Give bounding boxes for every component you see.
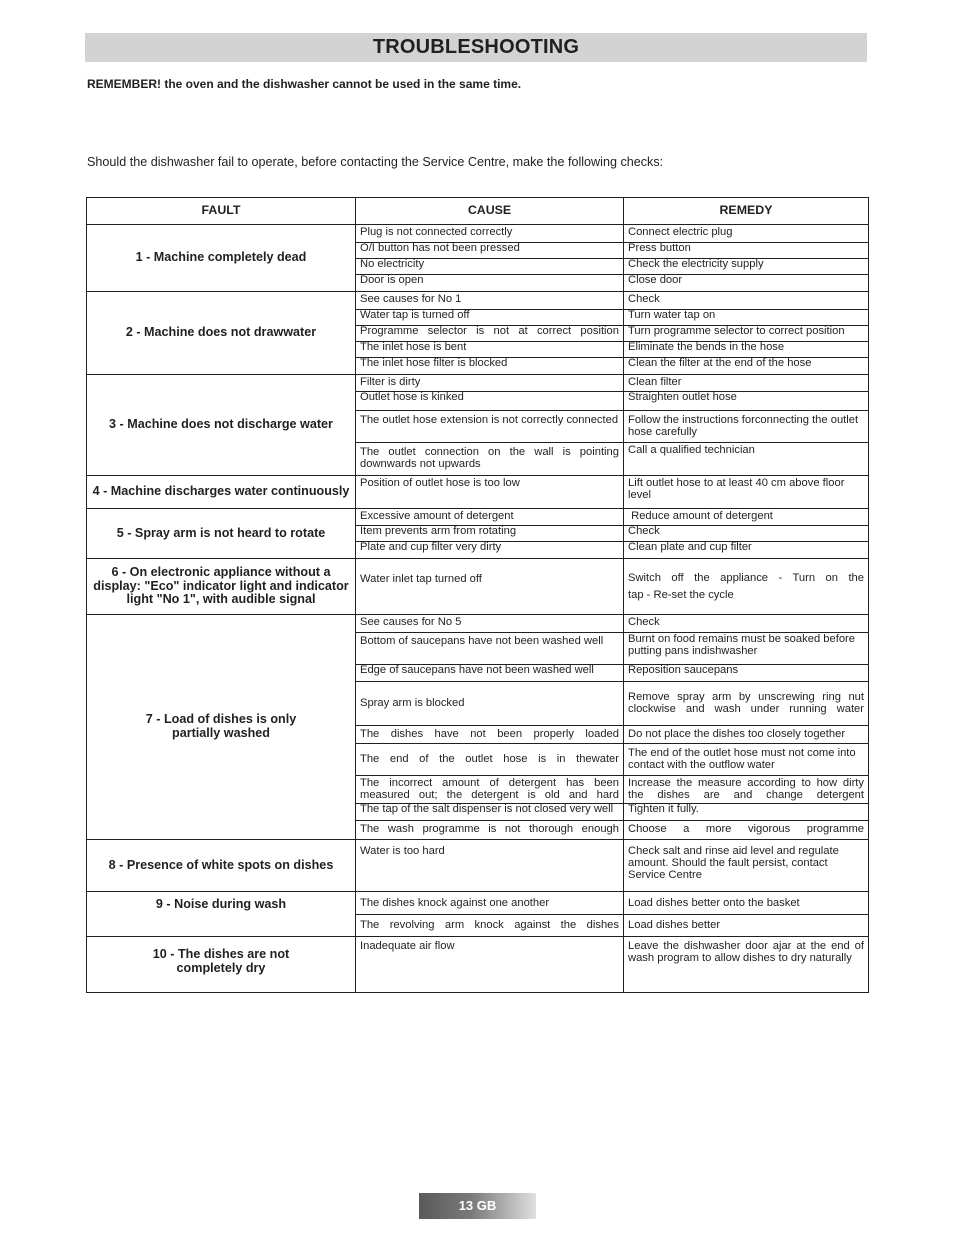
table-row [87,476,869,509]
remedy-text: Leave the dishwasher door ajar at the end of wash program to allow dishes to dry naturally [628,940,864,964]
cause-cell: Water inlet tap turned off [356,559,624,615]
cause-cell: See causes for No 1 [356,292,624,310]
cause-cell: Water tap is turned off [356,310,624,326]
remedy-cell: Check salt and rinse aid level and regulate amount. Should the fault persist, contact Service Centre [624,840,869,892]
remedy-cell: Call a qualified technician [624,443,869,476]
cause-cell: The tap of the salt dispenser is not closed very well [356,804,624,821]
table-row [87,615,869,633]
cause-cell: Programme selector is not at correct position [356,326,624,342]
table-row [87,559,869,615]
fault-cell: 8 - Presence of white spots on dishes [87,840,356,892]
remedy-line-1: Switch off the appliance - Turn on the [628,572,864,585]
cause-cell: No electricity [356,259,624,275]
cause-cell: The wash programme is not thorough enough [356,821,624,840]
table-header-row [87,198,869,225]
remedy-cell [624,937,869,993]
fault-cell [87,892,356,937]
page-title: TROUBLESHOOTING [372,36,580,58]
fault-cell: 6 - On electronic appliance without a display: "Eco" indicator light and indicator light "No 1", with audible signal [87,559,356,615]
cause-cell: Plug is not connected correctly [356,225,624,243]
cause-cell: Spray arm is blocked [356,682,624,726]
remedy-cell: Do not place the dishes too closely together [624,726,869,744]
table-row [87,937,869,993]
remedy-text: Remove spray arm by unscrewing ring nut clockwise and wash under running water [628,690,864,715]
fault-text: 10 - The dishes are not completely dry [152,947,290,975]
intro-text: Should the dishwasher fail to operate, before contacting the Service Centre, make the following checks: [87,155,664,169]
remedy-cell: Burnt on food remains must be soaked before putting pans indishwasher [624,633,869,665]
cause-cell: Inadequate air flow [356,937,624,993]
table-row [87,509,869,526]
header-cause: CAUSE [356,198,624,225]
cause-cell: The dishes have not been properly loaded [356,726,624,744]
remedy-cell: The end of the outlet hose must not come into contact with the outflow water [624,744,869,776]
troubleshooting-table [86,197,869,993]
remedy-cell: Turn programme selector to correct position [624,326,869,342]
remedy-cell: Choose a more vigorous programme [624,821,869,840]
page-number: 13 GB [419,1193,536,1219]
cause-cell: Water is too hard [356,840,624,892]
remedy-cell: Load dishes better [624,915,869,937]
remedy-cell [624,682,869,726]
remedy-cell: Clean plate and cup filter [624,542,869,559]
cause-cell: The outlet hose extension is not correctly connected [356,411,624,443]
remedy-cell: Reposition saucepans [624,665,869,682]
table-row [87,225,869,243]
fault-cell [87,937,356,993]
remedy-cell: Check [624,292,869,310]
cause-text: The outlet connection on the wall is pointing downwards not upwards [360,446,619,470]
remedy-cell: Check [624,526,869,542]
cause-cell: The end of the outlet hose is in thewater [356,744,624,776]
table-row [87,892,869,915]
cause-cell: O/I button has not been pressed [356,243,624,259]
remedy-cell: Turn water tap on [624,310,869,326]
header-fault: FAULT [87,198,356,225]
cause-cell: See causes for No 5 [356,615,624,633]
remedy-cell: Straighten outlet hose [624,392,869,411]
remedy-cell: Check the electricity supply [624,259,869,275]
cause-cell: Position of outlet hose is too low [356,476,624,509]
remedy-text: Increase the measure according to how dirty the dishes are and change detergent [628,776,864,801]
remedy-cell: Clean filter [624,375,869,392]
cause-cell: Outlet hose is kinked [356,392,624,411]
remedy-cell: Follow the instructions forconnecting the outlet hose carefully [624,411,869,443]
remedy-cell: Close door [624,275,869,292]
cause-cell: Edge of saucepans have not been washed well [356,665,624,682]
fault-cell: 2 - Machine does not drawwater [87,292,356,375]
cause-cell: The dishes knock against one another [356,892,624,915]
table-row [87,292,869,310]
remedy-cell [624,559,869,615]
fault-text: 9 - Noise during wash [155,897,287,911]
cause-cell: Plate and cup filter very dirty [356,542,624,559]
remedy-cell: Lift outlet hose to at least 40 cm above floor level [624,476,869,509]
remedy-cell: Clean the filter at the end of the hose [624,358,869,375]
remedy-line-2: tap - Re-set the cycle [628,589,734,601]
fault-cell: 3 - Machine does not discharge water [87,375,356,476]
cause-cell: Excessive amount of detergent [356,509,624,526]
table-row [87,840,869,892]
fault-cell: 4 - Machine discharges water continuously [87,476,356,509]
remember-note: REMEMBER! the oven and the dishwasher cannot be used in the same time. [87,77,522,91]
cause-cell: Bottom of saucepans have not been washed well [356,633,624,665]
remedy-cell: Connect electric plug [624,225,869,243]
cause-cell: The inlet hose filter is blocked [356,358,624,375]
remedy-cell [624,776,869,804]
remedy-cell: Reduce amount of detergent [624,509,869,526]
table-row [87,375,869,392]
remedy-cell: Load dishes better onto the basket [624,892,869,915]
cause-cell: The revolving arm knock against the dishes [356,915,624,937]
cause-cell [356,776,624,804]
fault-cell: 1 - Machine completely dead [87,225,356,292]
header-remedy: REMEDY [624,198,869,225]
cause-cell: The inlet hose is bent [356,342,624,358]
cause-cell [356,443,624,476]
remedy-cell: Tighten it fully. [624,804,869,821]
cause-cell: Item prevents arm from rotating [356,526,624,542]
fault-cell: 7 - Load of dishes is only partially washed [87,615,356,840]
fault-cell: 5 - Spray arm is not heard to rotate [87,509,356,559]
cause-text: The incorrect amount of detergent has been measured out; the detergent is old and hard [360,776,619,801]
remedy-cell: Press button [624,243,869,259]
remedy-cell: Check [624,615,869,633]
cause-cell: Filter is dirty [356,375,624,392]
remedy-cell: Eliminate the bends in the hose [624,342,869,358]
cause-cell: Door is open [356,275,624,292]
title-bar [85,33,867,62]
